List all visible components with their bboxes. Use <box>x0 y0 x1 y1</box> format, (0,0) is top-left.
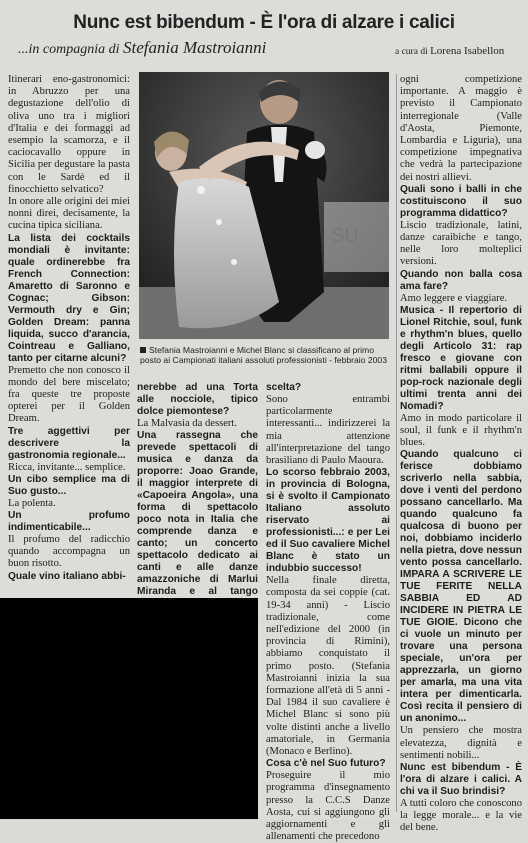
question-paragraph: Nunc est bibendum - È l'ora di alzare i calici. A chi va il Suo brindisi? <box>400 762 522 798</box>
caption-text: Stefania Mastroianni e Michel Blanc si classificano al primo posto ai Campionati italiani assoluti professionisti - febbraio 2003 <box>140 345 387 366</box>
answer-paragraph: Sono entrambi particolarmente interessanti... indirizzerei la mia attenzione all'interpretazione del tango brasiliano di Paulo Maoura. <box>266 394 390 467</box>
question-paragraph: Cosa c'è nel Suo futuro? <box>266 758 386 770</box>
text-column-4 <box>400 74 522 834</box>
answer-paragraph: Amo leggere e viaggiare. <box>400 292 508 304</box>
question-paragraph: scelta? <box>266 382 302 393</box>
byline-prefix: a cura di <box>395 47 428 57</box>
answer-paragraph: A tutti coloro che conoscono la legge morale... e la vie del bene. <box>400 798 522 834</box>
answer-paragraph: Amo in modo particolare il soul, il funk e il rhythm'n blues. <box>400 412 522 449</box>
text-column-1 <box>8 74 130 598</box>
question-paragraph: nerebbe ad una Torta alle nocciole, tipico dolce piemontese? <box>137 382 258 417</box>
question-paragraph: Quale vino italiano abbi- <box>8 570 126 582</box>
dancers-illustration <box>139 72 389 339</box>
answer-paragraph: Un pensiero che mostra elevatezza, dignità e sentimenti nobili... <box>400 725 522 761</box>
question-paragraph: Musica - Il repertorio di Lionel Ritchie, soul, funk e rhythm'n blues, quello degli Articolo 31: rap fresco e giovane con ritmi ballabili oppure il pop-rock nazionale degli ultimi trenta anni dei Nomadi? <box>400 304 522 412</box>
article-subtitle <box>18 38 266 58</box>
dance-photo <box>139 72 389 339</box>
answer-paragraph: Proseguire il mio programma d'insegnamento presso la C.C.S Danze Aosta, cui si aggiungono gli aggiornamenti e gli allenamenti che precedono <box>266 770 390 843</box>
answer-paragraph: Il profumo del radicchio quando accompagna un buon risotto. <box>8 534 130 570</box>
question-paragraph: Un profumo indimenticabile... <box>8 510 130 534</box>
question-paragraph: Una rassegna che prevede spettacoli di musica e danza da proporre: Joao Grande, il maggior interprete di «Capoeira Angola», una forma di spettacolo poco nota in Italia che comprende danza e canto; un concerto spettacolo dedicato ai canti e alle danze amazzoniche di Marlui Miranda e al tango <box>137 430 258 598</box>
answer-paragraph: La Malvasia da dessert. <box>137 418 238 429</box>
text-column-3 <box>266 382 390 843</box>
answer-paragraph: Premetto che non conosco il mondo del bere miscelato; fra queste tre proposte opterei per il Golden Dream. <box>8 364 130 425</box>
answer-paragraph: Itinerari eno-gastronomici: in Abruzzo per una degustazione dell'olio di oliva uno tra i migliori d'Italia e dei formaggi ad esempio la scamorza, e il caciocavallo oppure in Sicilia per degustare la pasta con le Sardè ed il finocchietto selvatico? <box>8 74 130 195</box>
answer-paragraph: Nella finale diretta, composta da sei coppie (cat. 19-34 anni) - Liscio tradizionale, come nell'edizione del 2000 (in provincia di Rimini), abbiamo conquistato il primo posto. (Stefania Mastroianni inizia la sua formazione all'età di 5 anni - Dal 1984 il suo cavaliere è Michel Blanc si sono più volte distinti anche a livello amatoriale, in Germania (Monaco e Berlino). <box>266 575 390 758</box>
column-rule <box>396 74 397 812</box>
question-paragraph: Quando qualcuno ci ferisce dobbiamo scriverlo nella sabbia, dove i venti del perdono possano cancellarlo. Ma quando qualcuno fa qualcosa di buono per noi, dobbiamo inciderlo nella pietra, dove nessun vento possa cancellarlo. IMPARA A SCRIVERE LE TUE FERITE NELLA SABBIA ED AD INCIDERE IN PIETRA LE TUE GIOIE. Dicono che ci vuole un minuto per trovare una persona speciale, un'ora per apprezzarla, un giorno per amarla, ma una vita intera per dimenticarla. Così recita il pensiero di un anonimo... <box>400 449 522 725</box>
byline <box>395 45 504 57</box>
photo-caption <box>140 345 392 366</box>
article-title: Nunc est bibendum - È l'ora di alzare i calici <box>73 12 455 33</box>
answer-paragraph: La polenta. <box>8 497 56 509</box>
question-paragraph: Tre aggettivi per descrivere la gastronomia regionale... <box>8 425 130 461</box>
answer-paragraph: Ricca, invitante... semplice. <box>8 461 126 473</box>
text-column-2 <box>137 382 258 598</box>
question-paragraph: Un cibo semplice ma di Suo gusto... <box>8 473 130 497</box>
question-paragraph: Lo scorso febbraio 2003, in provincia di Bologna, si è svolto il Campionato Italiano assoluto riservato ai professionisti...: e per Lei ed il Suo cavaliere Michel Blanc è stato un indubbio successo! <box>266 467 390 575</box>
answer-paragraph: In onore alle origini dei miei nonni direi, decisamente, la cucina tipica siciliana. <box>8 196 130 232</box>
caption-bullet-icon <box>140 347 146 353</box>
subtitle-name: Stefania Mastroianni <box>123 38 267 57</box>
svg-text:SU: SU <box>331 225 359 247</box>
redacted-area <box>0 598 258 819</box>
subtitle-prefix: ...in compagnia di <box>18 42 120 57</box>
question-paragraph: Quali sono i balli in che costituiscono il suo programma didattico? <box>400 183 522 219</box>
question-paragraph: La lista dei cocktails mondiali è invitante: quale ordinerebbe fra French Connection: Amaretto di Saronno e Cognac; Gibson: Vermouth dry e Gin; Golden Dream: panna liquida, succo d'arancia, Cointreau e Galliano, tanto per citarne alcuni? <box>8 232 130 364</box>
question-paragraph: Quando non balla cosa ama fare? <box>400 268 522 292</box>
answer-paragraph: Liscio tradizionale, latini, danze caraibiche e tango, nelle loro molteplici versioni. <box>400 219 522 268</box>
byline-name: Lorena Isabellon <box>430 45 505 57</box>
answer-paragraph: ogni competizione importante. A maggio è previsto il Campionato interregionale (Valle d'Aosta, Piemonte, Lombardia e Liguria), una competizione impegnativa che vedrà la partecipazione dei nostri allievi. <box>400 74 522 183</box>
